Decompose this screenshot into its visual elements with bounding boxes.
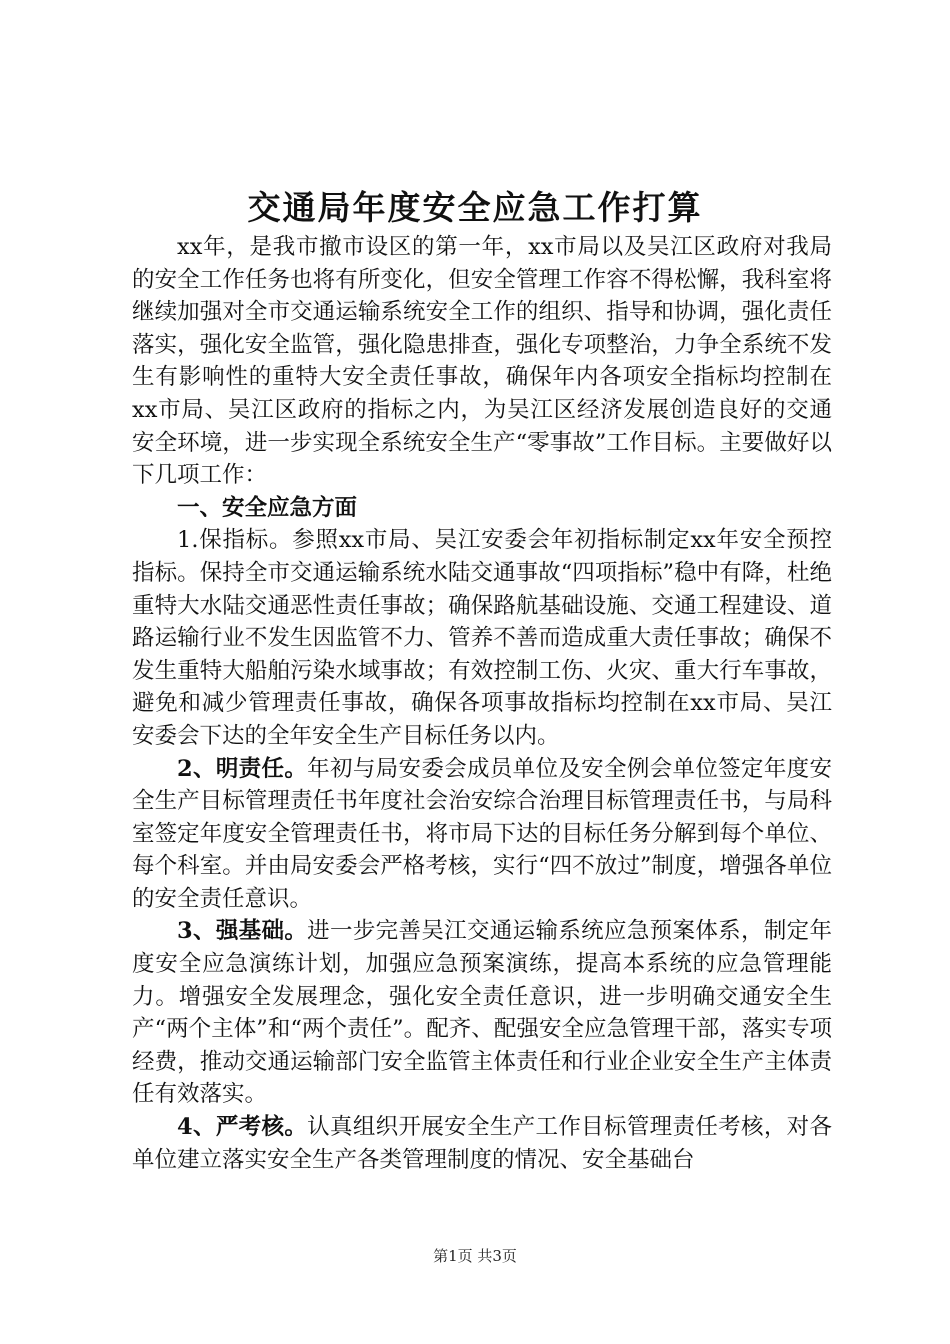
item-paragraph-2: [132, 753, 832, 916]
item-text: 进一步完善吴江交通运输系统应急预案体系，制定年度安全应急演练计划，加强应急预案演练，提高本系统的应急管理能力。增强安全发展理念，强化安全责任意识，进一步明确交通安全生产“两个主体”和“两个责任”。配齐、配强安全应急管理干部，落实专项经费，推动交通运输部门安全监管主体责任和行业企业安全生产主体责任有效落实。: [132, 918, 832, 1108]
document-body: [132, 231, 832, 1176]
item-lead: 1.保指标。: [177, 527, 293, 554]
item-text: 参照xx市局、吴江安委会年初指标制定xx年安全预控指标。保持全市交通运输系统水陆交通事故“四项指标”稳中有降，杜绝重特大水陆交通恶性责任事故；确保路航基础设施、交通工程建设、道路运输行业不发生因监管不力、管养不善而造成重大责任事故；确保不发生重特大船舶污染水域事故；有效控制工伤、火灾、重大行车事故，避免和减少管理责任事故，确保各项事故指标均控制在xx市局、吴江安委会下达的全年安全生产目标任务以内。: [132, 527, 833, 749]
item-text: 年初与局安委会成员单位及安全例会单位签定年度安全生产目标管理责任书年度社会治安综合治理目标管理责任书，与局科室签定年度安全管理责任书，将市局下达的目标任务分解到每个单位、每个科室。并由局安委会严格考核，实行“四不放过”制度，增强各单位的安全责任意识。: [132, 755, 832, 912]
item-lead: 2、明责任。: [177, 755, 308, 782]
page-footer: 第1页 共3页: [433, 1247, 517, 1265]
document-title: 交通局年度安全应急工作打算: [247, 188, 703, 227]
section-heading: 一、安全应急方面: [177, 494, 358, 521]
intro-paragraph: xx年，是我市撤市设区的第一年，xx市局以及吴江区政府对我局的安全工作任务也将有所变化，但安全管理工作容不得松懈，我科室将继续加强对全市交通运输系统安全工作的组织、指导和协调，强化责任落实，强化安全监管，强化隐患排查，强化专项整治，力争全系统不发生有影响性的重特大安全责任事故，确保年内各项安全指标均控制在xx市局、吴江区政府的指标之内，为吴江区经济发展创造良好的交通安全环境，进一步实现全系统安全生产“零事故”工作目标。主要做好以下几项工作：: [132, 234, 832, 489]
item-lead: 3、强基础。: [177, 918, 308, 945]
item-text: 认真组织开展安全生产工作目标管理责任考核，对各单位建立落实安全生产各类管理制度的情况、安全基础台: [132, 1114, 832, 1173]
item-paragraph-1: [132, 524, 832, 752]
item-paragraph-3: [132, 915, 832, 1111]
item-lead: 4、严考核。: [177, 1114, 308, 1141]
item-paragraph-4: [132, 1111, 832, 1176]
